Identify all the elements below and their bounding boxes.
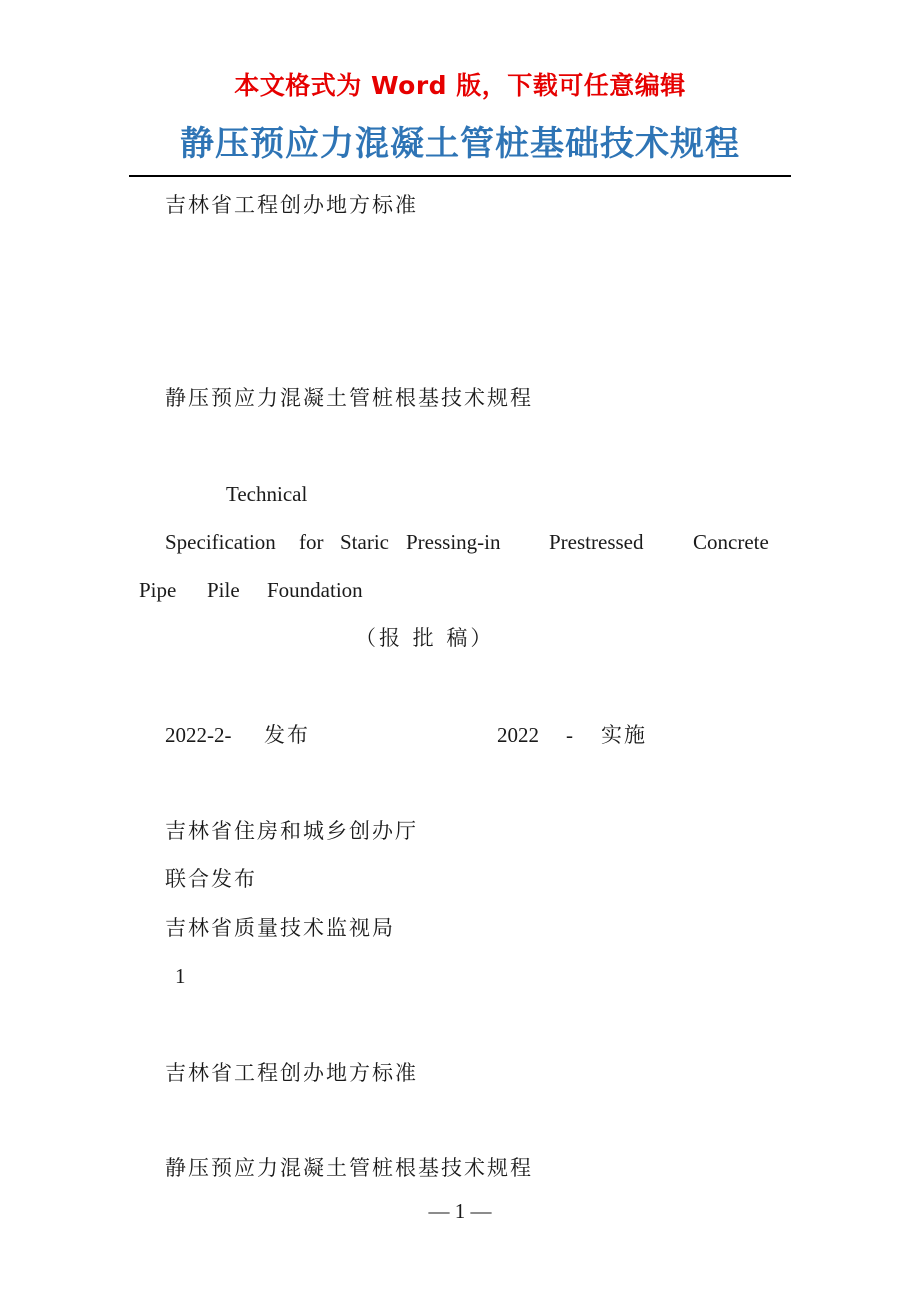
en-word: Staric [340,530,389,554]
issuer-housing-dept: 吉林省住房和城乡创办厅 [165,819,418,843]
effective-label: 实施 [601,723,647,747]
en-word: Specification [165,530,276,554]
en-word: Concrete [693,530,769,554]
effective-year: 2022 [497,723,539,747]
en-word: for [299,530,324,554]
cn-spec-title: 静压预应力混凝土管桩根基技术规程 [165,386,533,410]
cover-page-number: 1 [175,964,186,988]
download-notice: 本文格式为 Word 版，下载可任意编辑 [234,71,686,100]
en-word: Pipe [139,578,177,602]
issuer-quality-bureau: 吉林省质量技术监视局 [165,916,395,940]
document-title: 静压预应力混凝土管桩基础技术规程 [180,124,740,164]
en-word: Pressing-in [406,530,501,554]
issue-date: 2022-2- [165,723,232,747]
standard-type: 吉林省工程创办地方标准 [165,193,418,217]
effective-dash: - [566,723,573,747]
en-title-line-1: Technical [226,482,308,506]
next-cn-spec-title: 静压预应力混凝土管桩根基技术规程 [165,1156,533,1180]
issue-label: 发布 [264,723,310,747]
en-word: Foundation [267,578,363,602]
en-word: Pile [207,578,240,602]
title-rule [129,175,791,177]
page-number-footer: — 1 — [428,1199,492,1223]
joint-issue: 联合发布 [165,867,257,891]
draft-status: （报 批 稿） [355,626,495,650]
en-word: Prestressed [549,530,644,554]
next-standard-type: 吉林省工程创办地方标准 [165,1061,418,1085]
